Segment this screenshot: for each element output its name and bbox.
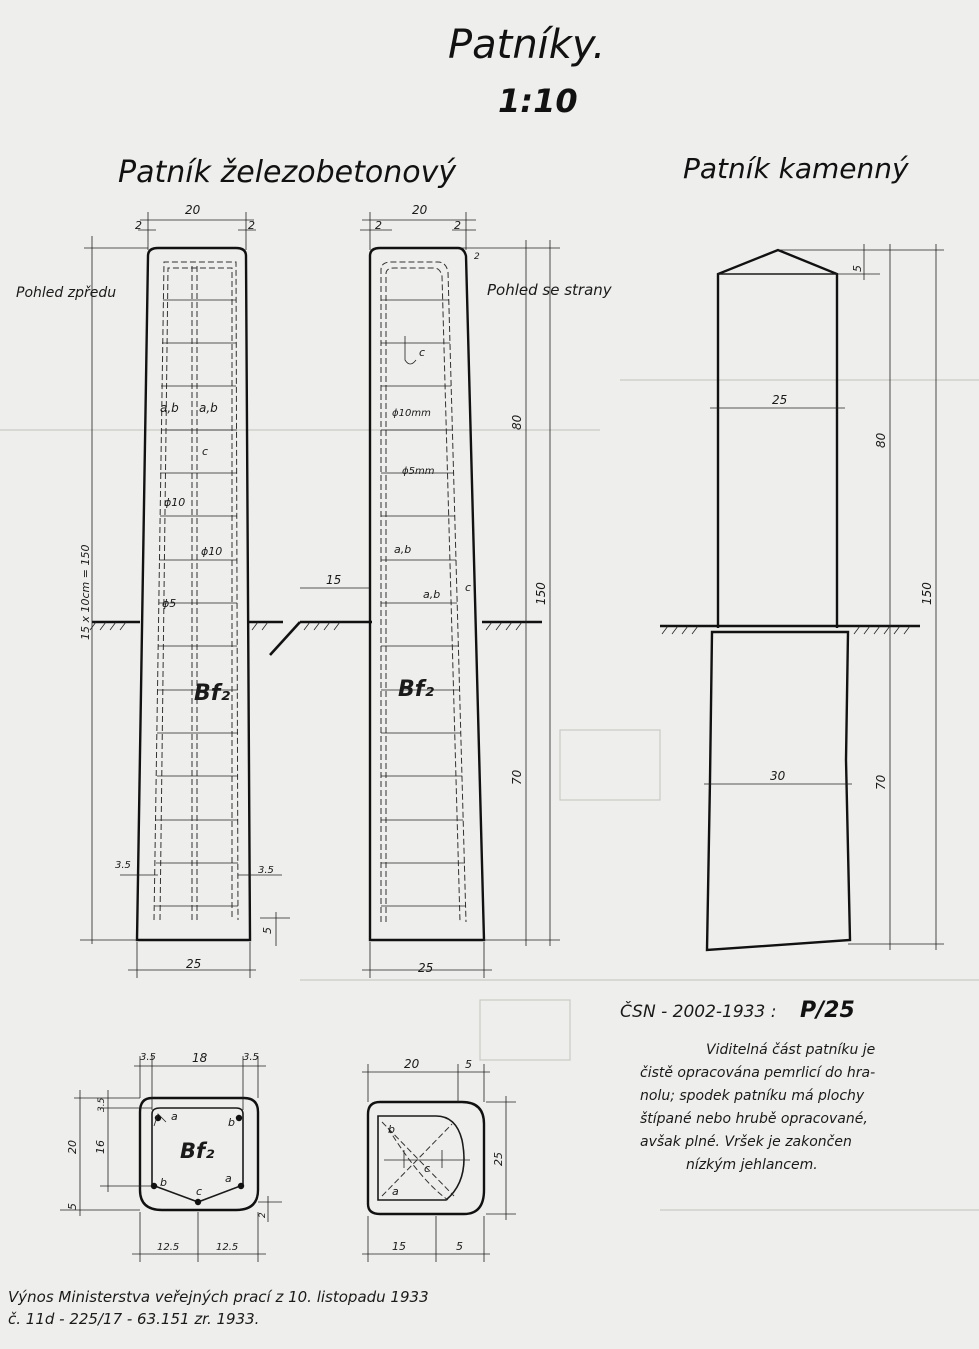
side-above-ground: 80	[510, 414, 524, 430]
front-view	[79, 203, 290, 978]
front-label-phi10-b: ϕ10	[201, 545, 223, 558]
stone-lower-width: 30	[770, 769, 786, 783]
side-top-height: 2	[474, 252, 480, 262]
front-section-top-right: 3.5	[243, 1052, 259, 1063]
drawing-scale: 1:10	[498, 82, 578, 120]
note-text	[640, 1042, 875, 1173]
stone-post-view	[660, 244, 944, 950]
side-embankment: 15	[326, 573, 342, 587]
side-section-bottom-right: 5	[456, 1240, 463, 1253]
side-section-right-height: 25	[492, 1152, 505, 1166]
front-label-phi5: ϕ5	[162, 597, 177, 610]
front-label-phi10-a: ϕ10	[164, 496, 186, 509]
front-label-ab-right: a,b	[199, 401, 218, 415]
front-section-letter-b-bottom: b	[160, 1176, 167, 1189]
section-marking: Bf₂	[180, 1139, 215, 1163]
footer-line-1: Výnos Ministerstva veřejných prací z 10. listopadu 1933	[8, 1288, 429, 1306]
side-bottom-width: 25	[418, 961, 434, 975]
side-label-ab-a: a,b	[394, 543, 412, 556]
front-label-ab-left: a,b	[160, 401, 179, 415]
stone-post-lower	[707, 632, 850, 950]
front-top-width: 20	[185, 203, 201, 217]
side-label-phi10mm: ϕ10mm	[392, 408, 431, 419]
front-label-c: c	[202, 445, 209, 458]
front-section-letter-b-top: b	[228, 1116, 235, 1129]
left-heading: Patník železobetonový	[118, 155, 457, 190]
side-marking: Bf₂	[398, 677, 434, 702]
front-cover-left: 3.5	[115, 860, 131, 871]
front-rebar-spacing: 15 x 10cm = 150	[79, 544, 92, 640]
front-section-right-small: 2	[258, 1212, 268, 1218]
front-section-left-bottom: 5	[66, 1203, 79, 1210]
footer-line-2: č. 11d - 225/17 - 63.151 zr. 1933.	[8, 1310, 260, 1328]
side-top-offset-left: 2	[375, 219, 382, 232]
side-section-outline	[368, 1102, 484, 1214]
front-section-letter-c: c	[196, 1185, 203, 1198]
front-section-bottom-left: 12.5	[157, 1242, 180, 1253]
front-section-left-inner-top: 3.5	[97, 1097, 107, 1112]
front-bottom-width: 25	[186, 957, 202, 971]
standard-code: P/25	[800, 998, 855, 1023]
stone-below-ground: 70	[874, 774, 888, 790]
side-label-c-top: c	[419, 346, 426, 359]
stone-total-height: 150	[920, 582, 934, 605]
front-cover-right: 3.5	[258, 865, 274, 876]
side-total-height: 150	[534, 582, 548, 605]
front-top-offset-right: 2	[248, 219, 255, 232]
front-marking: Bf₂	[194, 681, 230, 706]
front-section-letter-a-bottom: a	[225, 1172, 232, 1185]
side-view-label: Pohled se strany	[487, 281, 612, 299]
front-view-label: Pohled zpředu	[16, 285, 117, 301]
stone-above-ground: 80	[874, 432, 888, 448]
drawing-title: Patníky.	[448, 22, 606, 68]
note-line-6: nízkým jehlancem.	[686, 1157, 818, 1173]
front-section-left-inner-mid: 16	[94, 1140, 107, 1154]
stone-upper-width: 25	[772, 393, 788, 407]
note-line-5: avšak plné. Vršek je zakončen	[640, 1134, 852, 1150]
front-top-offset-left: 2	[135, 219, 142, 232]
bleed-through-marks	[0, 380, 979, 1210]
front-section-top-mid: 18	[192, 1051, 208, 1065]
side-label-phi5mm: ϕ5mm	[402, 466, 435, 477]
side-section-letter-c: c	[424, 1162, 431, 1175]
side-section-letter-b: b	[388, 1123, 395, 1136]
front-cross-section	[60, 1051, 282, 1262]
front-section-left-outer: 20	[66, 1140, 79, 1154]
right-heading: Patník kamenný	[683, 152, 909, 185]
side-view	[270, 203, 560, 978]
side-cross-section	[362, 1057, 516, 1262]
side-top-offset-right: 2	[454, 219, 461, 232]
stone-cap-height: 5	[851, 265, 864, 272]
front-section-bottom-right: 12.5	[216, 1242, 239, 1253]
side-section-bottom-left: 15	[392, 1240, 406, 1253]
side-section-letter-a: a	[392, 1185, 399, 1198]
side-top-width: 20	[412, 203, 428, 217]
stone-post-upper	[718, 250, 837, 628]
side-section-top-width: 20	[404, 1057, 420, 1071]
front-section-top-left: 3.5	[140, 1052, 156, 1063]
note-line-3: nolu; spodek patníku má plochy	[640, 1088, 865, 1104]
note-line-4: štípané nebo hrubě opracované,	[640, 1111, 868, 1127]
note-line-2: čistě opracována pemrlicí do hra-	[640, 1065, 876, 1081]
front-post-outline	[137, 248, 250, 940]
side-stirrups	[381, 300, 466, 906]
side-below-ground: 70	[510, 769, 524, 785]
front-section-letter-a-top: a	[171, 1110, 178, 1123]
side-label-ab-b: a,b	[423, 588, 441, 601]
standard-label: ČSN - 2002-1933 :	[620, 1002, 777, 1022]
note-line-1: Viditelná část patníku je	[706, 1042, 876, 1058]
side-section-top-right: 5	[465, 1058, 472, 1071]
side-label-c-bottom: c	[465, 581, 472, 594]
front-foot-height: 5	[261, 927, 274, 934]
